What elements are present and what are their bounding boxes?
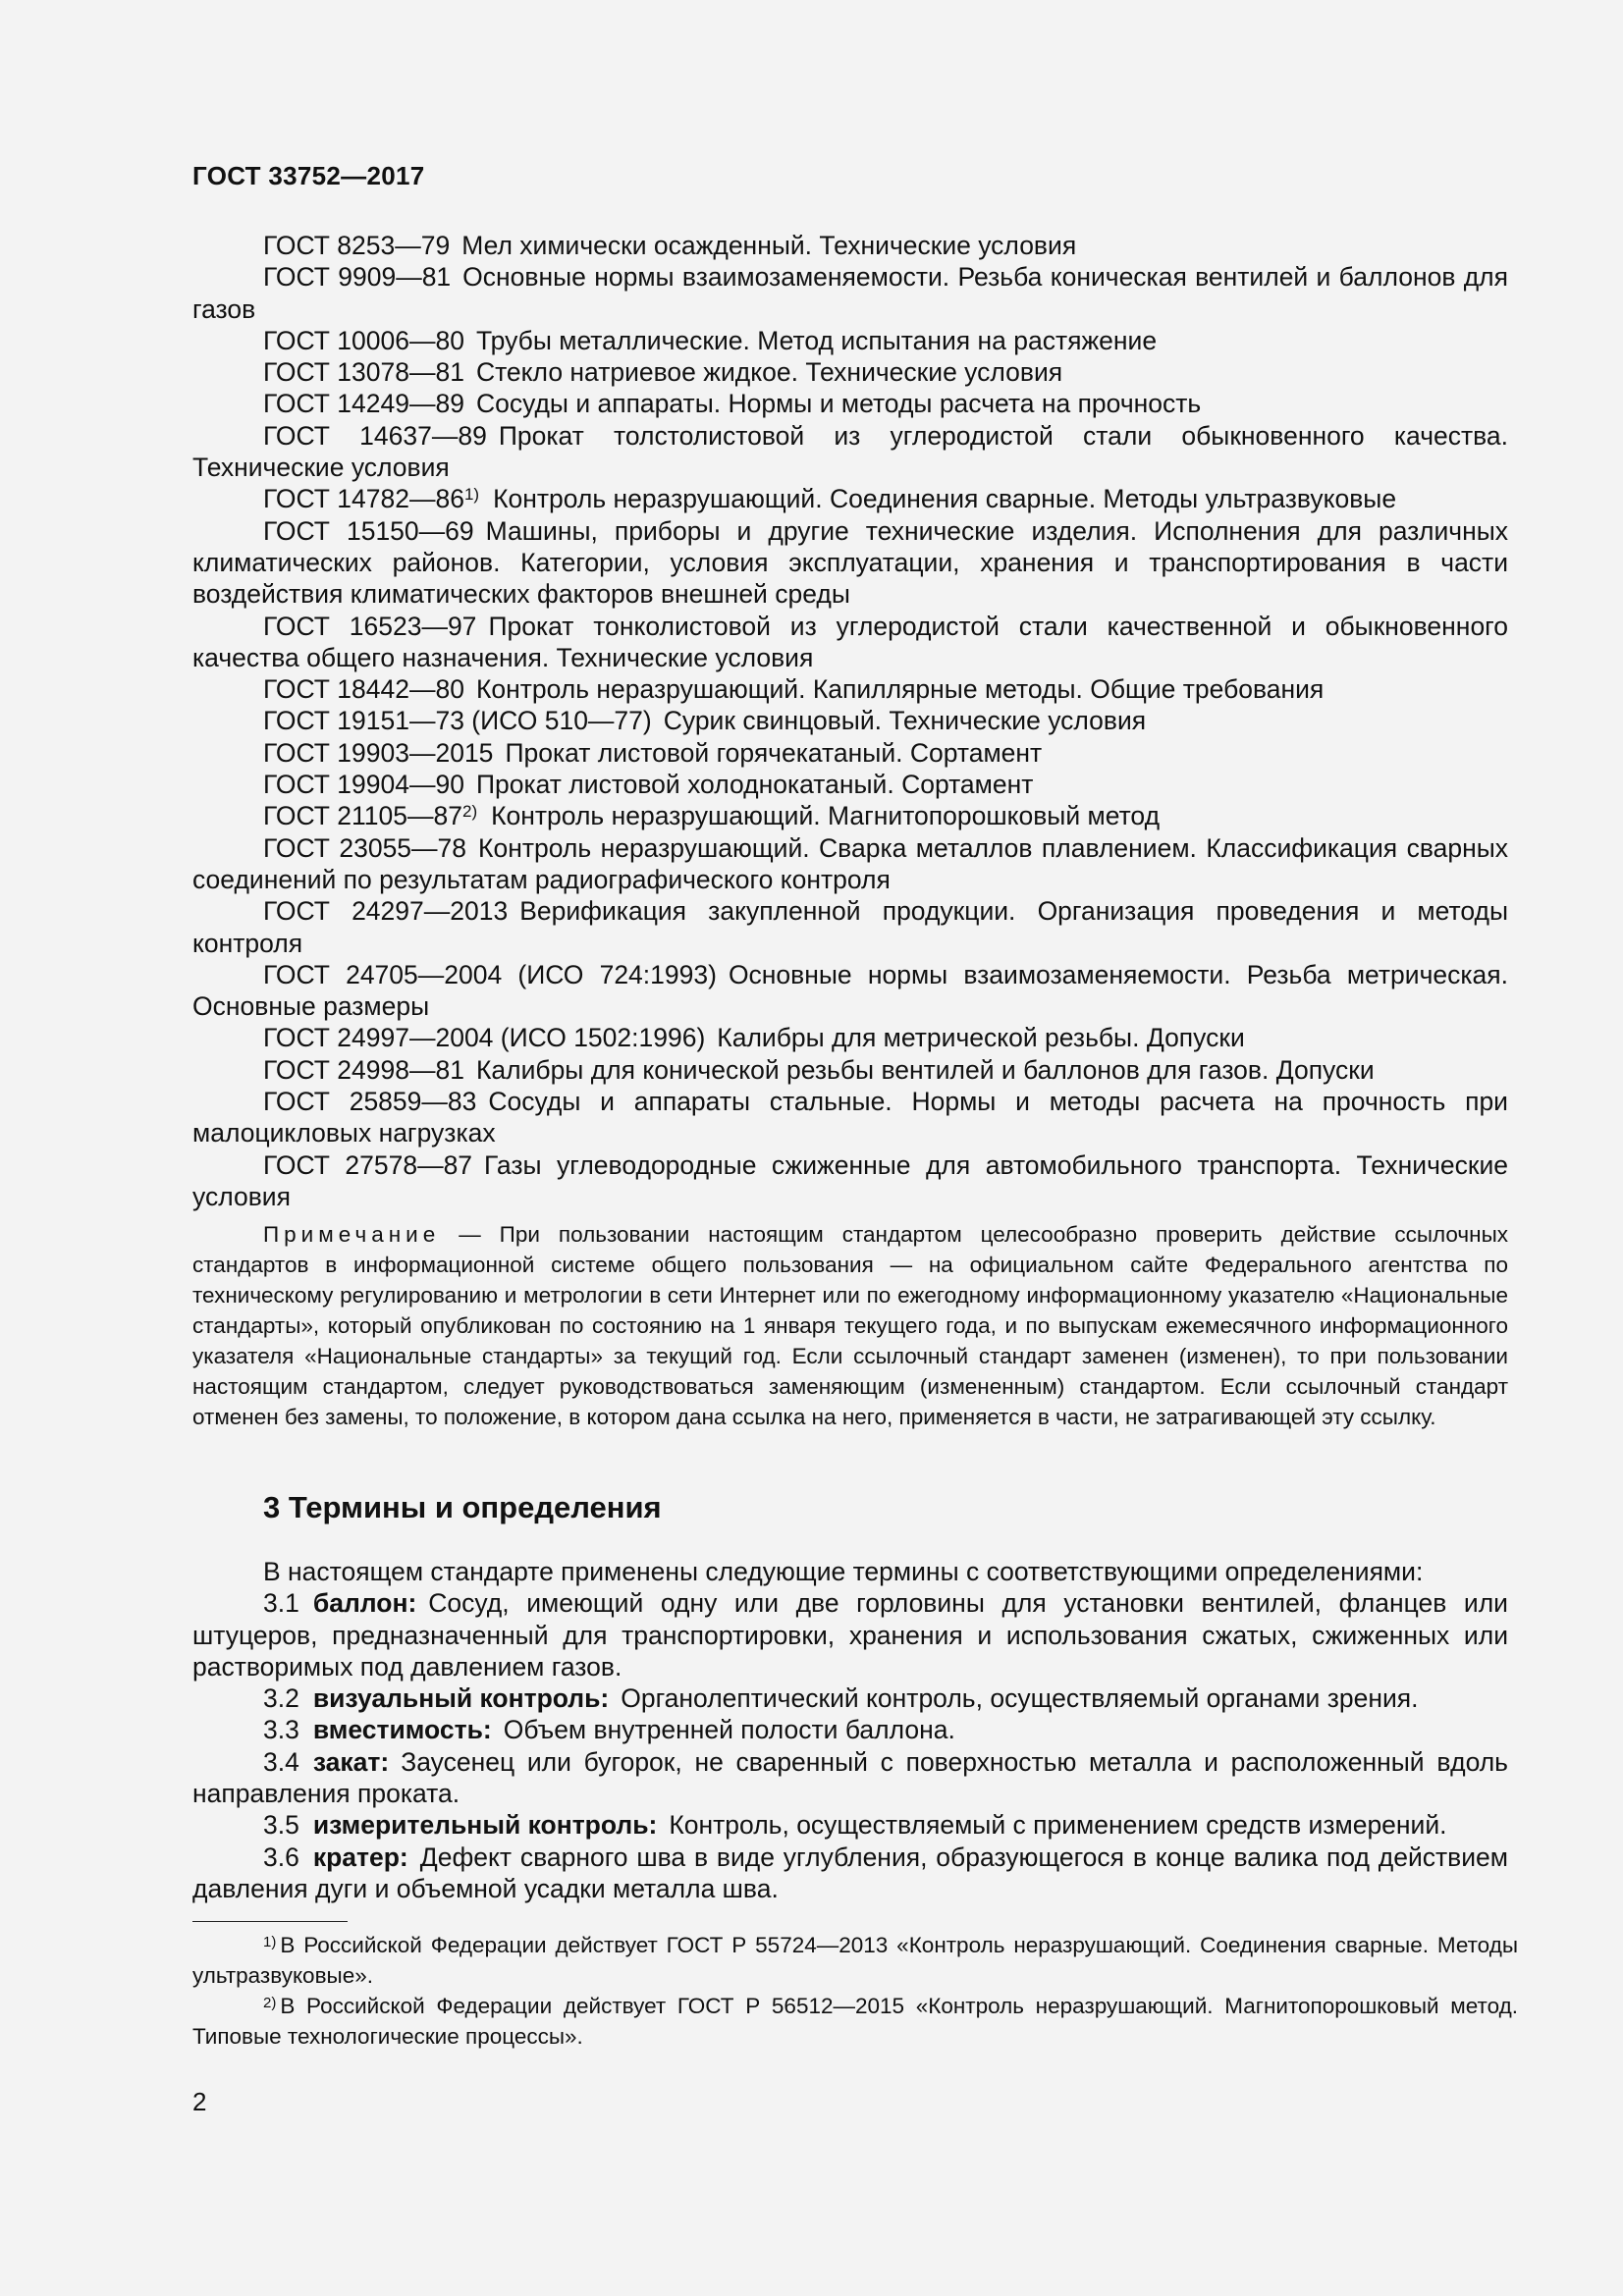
reference-item [192, 420, 1508, 484]
reference-title: Сурик свинцовый. Технические условия [663, 706, 1147, 736]
reference-item [192, 325, 1508, 356]
term-text: Сосуд, имеющий одну или две горловины для установки вентилей, фланцев или штуцеров, предназначенный для транспортировки, хранения и использования сжатых, сжиженных или растворимых под давлением газов. [192, 1588, 1508, 1682]
term-number: 3.5 [263, 1810, 299, 1841]
reference-item [192, 1054, 1508, 1086]
reference-title: Стекло натриевое жидкое. Технические условия [475, 357, 1063, 388]
reference-title: Машины, приборы и другие технические изделия. Исполнения для различных климатических районов. Категории, условия эксплуатации, хранения и транспортирования в части воздействия климатических факторов внешней среды [192, 515, 1508, 610]
reference-code-text: ГОСТ 14637—89 [263, 420, 487, 451]
reference-code [263, 231, 450, 260]
reference-code [263, 960, 717, 989]
reference-item [192, 832, 1508, 896]
reference-code-text: ГОСТ 24998—81 [263, 1054, 464, 1085]
reference-item [192, 705, 1508, 736]
reference-item [192, 673, 1508, 705]
reference-code-text: ГОСТ 19151—73 (ИСО 510—77) [263, 706, 652, 736]
reference-code [263, 389, 464, 418]
term-text: Контроль, осуществляемый с применением средств измерений. [669, 1810, 1447, 1841]
reference-title: Сосуды и аппараты стальные. Нормы и методы расчета на прочность при малоцикловых нагрузках [192, 1087, 1508, 1148]
note-paragraph [192, 1219, 1508, 1432]
reference-code [263, 612, 476, 641]
reference-title: Калибры для конической резьбы вентилей и баллонов для газов. Допуски [475, 1054, 1375, 1085]
reference-code [263, 674, 464, 704]
reference-title: Контроль неразрушающий. Капиллярные методы. Общие требования [475, 674, 1325, 705]
reference-code-text: ГОСТ 19904—90 [263, 770, 464, 800]
reference-title: Основные нормы взаимозаменяемости. Резьба коническая вентилей и баллонов для газов [192, 262, 1508, 324]
reference-code [263, 833, 466, 863]
reference-code [263, 1023, 705, 1052]
document-header: ГОСТ 33752—2017 [192, 161, 425, 190]
reference-title: Контроль неразрушающий. Магнитопорошковый метод [491, 801, 1161, 831]
reference-item [192, 230, 1508, 261]
reference-code [263, 326, 464, 355]
term-number: 3.1 [263, 1588, 299, 1619]
term-name: баллон: [312, 1588, 417, 1619]
reference-title: Мел химически осажденный. Технические условия [461, 231, 1077, 260]
reference-code-text: ГОСТ 18442—80 [263, 674, 464, 705]
term-number: 3.6 [263, 1842, 299, 1872]
term-definition [192, 1746, 1508, 1810]
reference-item [192, 959, 1508, 1023]
reference-item [192, 611, 1508, 674]
reference-code-text: ГОСТ 13078—81 [263, 357, 464, 388]
terms-intro: В настоящем стандарте применены следующие термины с соответствующими определениями: [263, 1557, 1424, 1586]
reference-item [192, 1149, 1508, 1213]
term-definition [192, 1809, 1508, 1841]
term-number: 3.4 [263, 1746, 299, 1777]
reference-code-text: ГОСТ 24705—2004 (ИСО 724:1993) [263, 959, 717, 989]
footnote-marker: 1) [463, 485, 480, 505]
reference-item [192, 895, 1508, 959]
reference-code-text: ГОСТ 21105—87 [263, 801, 462, 831]
reference-code [263, 1055, 464, 1085]
reference-item [192, 1022, 1508, 1053]
term-name: визуальный контроль: [312, 1683, 610, 1714]
reference-code-text: ГОСТ 23055—78 [263, 832, 467, 863]
reference-title: Прокат тонколистовой из углеродистой стали качественной и обыкновенного качества общего назначения. Технические условия [192, 611, 1509, 672]
footnote-item [192, 1991, 1518, 2052]
reference-title: Прокат листовой холоднокатаный. Сортамент [475, 770, 1034, 800]
term-text: Объем внутренней полости баллона. [503, 1715, 955, 1745]
term-definition [192, 1842, 1508, 1905]
term-name: закат: [312, 1746, 390, 1777]
reference-code [263, 896, 508, 926]
reference-code [263, 706, 652, 735]
term-text: Заусенец или бугорок, не сваренный с поверхностью металла и расположенный вдоль направления проката. [192, 1746, 1508, 1809]
reference-item [192, 737, 1508, 769]
normative-references-list [192, 230, 1508, 1212]
reference-title: Калибры для метрической резьбы. Допуски [717, 1023, 1245, 1053]
reference-title: Газы углеводородные сжиженные для автомобильного транспорта. Технические условия [192, 1149, 1508, 1211]
term-definition [192, 1682, 1508, 1714]
term-name: измерительный контроль: [312, 1810, 658, 1841]
reference-item [192, 1086, 1508, 1149]
note-label: Примечание [263, 1222, 441, 1247]
reference-code-text: ГОСТ 10006—80 [263, 325, 464, 355]
reference-item [192, 388, 1508, 419]
term-number: 3.2 [263, 1683, 299, 1714]
term-name: кратер: [312, 1842, 408, 1872]
reference-code [263, 1087, 476, 1116]
reference-code [263, 801, 479, 830]
reference-item [192, 800, 1508, 831]
section-title: 3 Термины и определения [263, 1490, 662, 1524]
terms-section [192, 1556, 1508, 1904]
footnote-text: В Российской Федерации действует ГОСТ Р 56512—2015 «Контроль неразрушающий. Магнитопорошковый метод. Типовые технологические процессы». [192, 1994, 1518, 2049]
footnotes [192, 1930, 1518, 2052]
reference-title: Контроль неразрушающий. Соединения сварные. Методы ультразвуковые [493, 484, 1397, 514]
reference-code [263, 1150, 472, 1180]
reference-code [263, 484, 481, 513]
reference-code-text: ГОСТ 24997—2004 (ИСО 1502:1996) [263, 1023, 706, 1053]
reference-code-text: ГОСТ 14782—86 [263, 484, 464, 514]
reference-code-text: ГОСТ 16523—97 [263, 611, 477, 641]
reference-title: Прокат листовой горячекатаный. Сортамент [505, 737, 1043, 768]
reference-code-text: ГОСТ 25859—83 [263, 1087, 477, 1117]
reference-code-text: ГОСТ 15150—69 [263, 515, 474, 546]
reference-item [192, 483, 1508, 514]
reference-code-text: ГОСТ 24297—2013 [263, 896, 509, 927]
term-definition [192, 1587, 1508, 1682]
reference-title: Прокат толстолистовой из углеродистой стали обыкновенного качества. Технические условия [192, 420, 1509, 483]
reference-code-text: ГОСТ 9909—81 [263, 262, 452, 293]
reference-code-text: ГОСТ 14249—89 [263, 389, 464, 419]
page-number: 2 [192, 2087, 207, 2116]
reference-title: Сосуды и аппараты. Нормы и методы расчета на прочность [475, 389, 1202, 419]
note-text: — При пользовании настоящим стандартом целесообразно проверить действие ссылочных стандартов в информационной системе общего пользования — на официальном сайте Федерального агентства по техническому регулированию и метрологии в сети Интернет или по ежегодному информационному указателю «Национальные стандарты», который опубликован по состоянию на 1 января текущего года, и по выпускам ежемесячного информационного указателя «Национальные стандарты» за текущий год. Если ссылочный стандарт заменен (изменен), то при пользовании настоящим стандартом, следует руководствоваться заменяющим (измененным) стандартом. Если ссылочный стандарт отменен без замены, то положение, в котором дана ссылка на него, применяется в части, не затрагивающей эту ссылку. [192, 1222, 1508, 1429]
reference-code [263, 738, 493, 768]
reference-title: Трубы металлические. Метод испытания на растяжение [475, 325, 1158, 355]
term-definition [192, 1714, 1508, 1745]
footnote-separator [192, 1921, 348, 1922]
reference-item [192, 769, 1508, 800]
reference-code-text: ГОСТ 8253—79 [263, 231, 451, 260]
reference-code-text: ГОСТ 19903—2015 [263, 737, 494, 768]
reference-title: Основные нормы взаимозаменяемости. Резьба метрическая. Основные размеры [192, 959, 1508, 1022]
footnote-marker: 2) [461, 802, 478, 822]
reference-code [263, 770, 464, 799]
reference-item [192, 356, 1508, 388]
footnote-mark: 1) [263, 1934, 277, 1950]
reference-code [263, 421, 487, 451]
footnote-mark: 2) [263, 1995, 277, 2011]
term-text: Органолептический контроль, осуществляемый органами зрения. [621, 1683, 1419, 1714]
reference-code [263, 516, 474, 546]
reference-code [263, 357, 464, 387]
reference-code [263, 262, 451, 292]
reference-item [192, 515, 1508, 611]
reference-title: Верификация закупленной продукции. Организация проведения и методы контроля [192, 896, 1508, 958]
term-number: 3.3 [263, 1715, 299, 1745]
footnote-item [192, 1930, 1518, 1991]
footnote-text: В Российской Федерации действует ГОСТ Р 55724—2013 «Контроль неразрушающий. Соединения сварные. Методы ультразвуковые». [192, 1933, 1518, 1988]
term-text: Дефект сварного шва в виде углубления, образующегося в конце валика под действием давления дуги и объемной усадки металла шва. [192, 1842, 1508, 1903]
reference-title: Контроль неразрушающий. Сварка металлов плавлением. Классификация сварных соединений по результатам радиографического контроля [192, 832, 1509, 894]
reference-code-text: ГОСТ 27578—87 [263, 1149, 473, 1180]
reference-item [192, 261, 1508, 325]
term-name: вместимость: [312, 1715, 492, 1745]
